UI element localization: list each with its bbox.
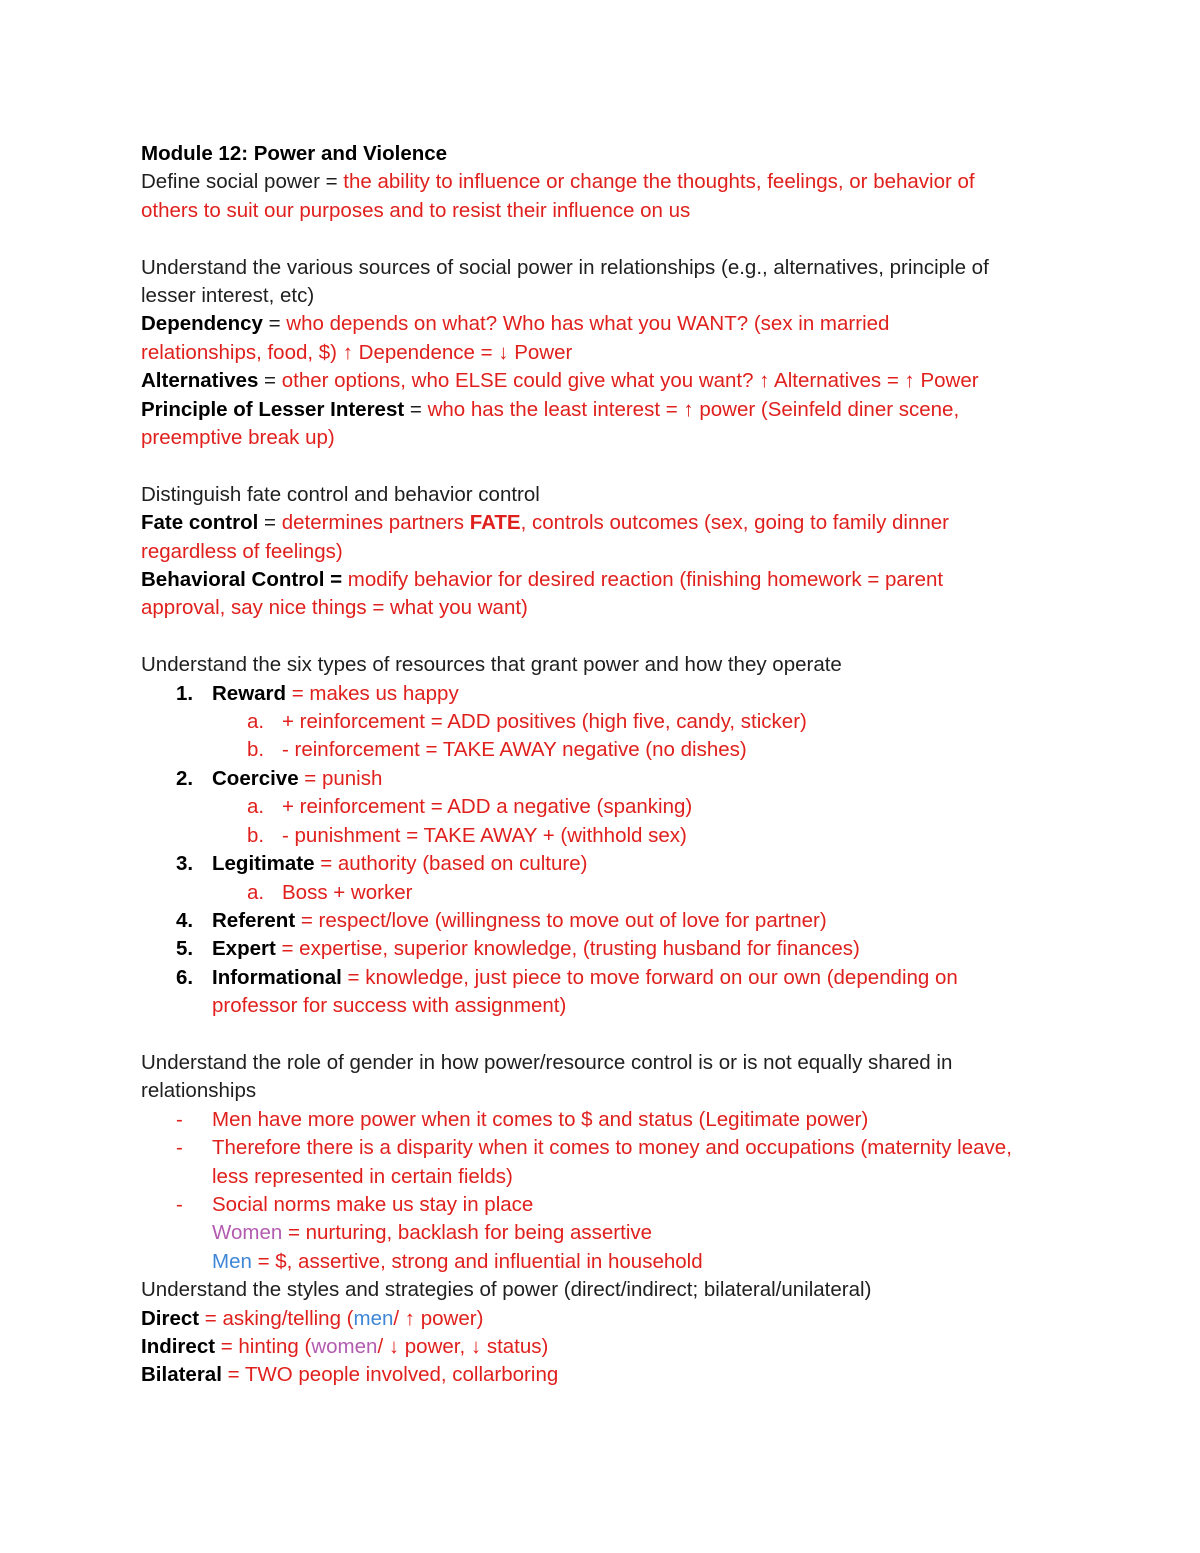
- sub-letter: a.: [247, 710, 265, 734]
- referent-term: Referent: [212, 908, 296, 932]
- social-power-label: Define social power =: [141, 170, 344, 194]
- informational-term: Informational: [212, 965, 342, 989]
- sub-text: - punishment = TAKE AWAY + (withhold sex): [282, 823, 687, 847]
- fate-emphasis: FATE: [469, 511, 521, 535]
- indirect-pre: = hinting (: [215, 1335, 312, 1358]
- sub-letter: a.: [247, 795, 265, 819]
- lesser-interest-text-2: preemptive break up): [141, 426, 335, 450]
- indirect-who: women: [311, 1335, 378, 1358]
- social-power-def-2: others to suit our purposes and to resist their influence on us: [141, 198, 691, 222]
- list-number: 4.: [176, 908, 194, 932]
- list-subitem: [141, 822, 1066, 850]
- dash-marker: -: [176, 1136, 183, 1160]
- reward-desc: = makes us happy: [286, 681, 459, 705]
- equals: =: [262, 312, 287, 336]
- list-subitem: [141, 793, 1066, 821]
- referent-desc: = respect/love (willingness to move out of love for partner): [295, 908, 827, 932]
- dash-marker: -: [176, 1107, 183, 1131]
- dash-marker: -: [176, 1192, 183, 1216]
- sub-text: + reinforcement = ADD positives (high five, candy, sticker): [282, 710, 807, 734]
- men-label: Men: [212, 1249, 252, 1273]
- bullet-text: Men have more power when it comes to $ and status (Legitimate power): [212, 1107, 869, 1131]
- men-text: = $, assertive, strong and influential in household: [251, 1249, 703, 1273]
- list-subitem: [141, 708, 1066, 736]
- social-power-def-1: the ability to influence or change the thoughts, feelings, or behavior of: [343, 170, 975, 194]
- page-title: Module 12: Power and Violence: [141, 142, 448, 165]
- gender-bullet: [141, 1106, 1066, 1134]
- coercive-term: Coercive: [212, 766, 299, 790]
- list-number: 2.: [176, 766, 194, 790]
- gender-bullet: [141, 1134, 1066, 1162]
- fate-control-pre: determines partners: [281, 511, 470, 535]
- equals: =: [404, 397, 428, 421]
- behavioral-control-text-1: modify behavior for desired reaction (finishing homework = parent: [342, 568, 944, 592]
- bilateral-text: = TWO people involved, collarboring: [221, 1363, 559, 1387]
- informational-desc: = knowledge, just piece to move forward on our own (depending on: [341, 965, 958, 989]
- list-number: 6.: [176, 965, 194, 989]
- direct-entry: [141, 1305, 1066, 1333]
- resources-list: [141, 680, 1066, 1021]
- direct-post: / ↑ power): [393, 1306, 484, 1330]
- coercive-desc: = punish: [298, 766, 383, 790]
- women-label: Women: [212, 1221, 283, 1245]
- list-item: [141, 964, 1066, 992]
- sources-heading-1: Understand the various sources of social power in relationships (e.g., alternatives, principle of: [141, 255, 989, 279]
- sources-heading-2: lesser interest, etc): [141, 284, 315, 308]
- styles-heading: Understand the styles and strategies of power (direct/indirect; bilateral/unilateral): [141, 1278, 872, 1302]
- women-norm: [141, 1219, 1066, 1247]
- bilateral-entry: [141, 1361, 1066, 1389]
- list-item: [141, 680, 1066, 708]
- dependency-text-2: relationships, food, $) ↑ Dependence = ↓ Power: [141, 340, 573, 364]
- bilateral-term: Bilateral: [141, 1363, 222, 1387]
- equals: =: [258, 511, 282, 535]
- legitimate-desc: = authority (based on culture): [314, 852, 588, 876]
- indirect-entry: [141, 1333, 1066, 1361]
- list-item: [141, 765, 1066, 793]
- direct-term: Direct: [141, 1306, 200, 1330]
- lesser-interest-text-1: who has the least interest = ↑ power (Seinfeld diner scene,: [427, 397, 960, 421]
- sub-text: + reinforcement = ADD a negative (spanking): [282, 795, 693, 819]
- alternatives-entry: [141, 367, 1066, 395]
- alternatives-text: other options, who ELSE could give what you want? ↑ Alternatives = ↑ Power: [281, 369, 979, 393]
- indirect-term: Indirect: [141, 1335, 216, 1358]
- gender-bullet: [141, 1191, 1066, 1219]
- lesser-interest-entry: [141, 396, 1066, 424]
- control-heading: Distinguish fate control and behavior control: [141, 482, 540, 506]
- indirect-post: / ↓ power, ↓ status): [377, 1335, 549, 1358]
- equals: =: [258, 369, 282, 393]
- fate-control-entry: [141, 509, 1066, 537]
- bullet-text-continued: less represented in certain fields): [212, 1164, 513, 1188]
- gender-heading-1: Understand the role of gender in how power/resource control is or is not equally shared in: [141, 1050, 953, 1074]
- men-norm: [141, 1248, 1066, 1276]
- social-power-definition: [141, 168, 1066, 196]
- bullet-text: Therefore there is a disparity when it comes to money and occupations (maternity leave,: [212, 1136, 1012, 1160]
- fate-control-text-2: regardless of feelings): [141, 539, 343, 563]
- list-number: 5.: [176, 937, 194, 961]
- list-number: 3.: [176, 852, 194, 876]
- women-text: = nurturing, backlash for being assertive: [282, 1221, 653, 1245]
- list-subitem: [141, 879, 1066, 907]
- sub-letter: b.: [247, 823, 265, 847]
- resources-heading: Understand the six types of resources that grant power and how they operate: [141, 653, 842, 677]
- dependency-text-1: who depends on what? Who has what you WANT? (sex in married: [286, 312, 890, 336]
- expert-desc: = expertise, superior knowledge, (trusting husband for finances): [275, 937, 860, 961]
- reward-term: Reward: [212, 681, 287, 705]
- behavioral-control-term: Behavioral Control =: [141, 568, 343, 592]
- sub-text: - reinforcement = TAKE AWAY negative (no dishes): [282, 738, 747, 762]
- behavioral-control-entry: [141, 566, 1066, 594]
- list-number: 1.: [176, 681, 194, 705]
- legitimate-term: Legitimate: [212, 852, 315, 876]
- fate-control-term: Fate control: [141, 511, 259, 535]
- gender-heading-2: relationships: [141, 1079, 257, 1103]
- direct-pre: = asking/telling (: [199, 1306, 354, 1330]
- list-item: [141, 850, 1066, 878]
- lesser-interest-term: Principle of Lesser Interest: [141, 397, 405, 421]
- sub-text: Boss + worker: [282, 880, 413, 904]
- sub-letter: a.: [247, 880, 265, 904]
- dependency-entry: [141, 310, 1066, 338]
- list-subitem: [141, 736, 1066, 764]
- behavioral-control-text-2: approval, say nice things = what you want): [141, 596, 528, 620]
- list-item: [141, 935, 1066, 963]
- bullet-text: Social norms make us stay in place: [212, 1192, 534, 1216]
- expert-term: Expert: [212, 937, 276, 961]
- document-page: [141, 140, 1066, 1390]
- list-item: [141, 907, 1066, 935]
- informational-desc-2: professor for success with assignment): [212, 994, 567, 1018]
- direct-who: men: [353, 1306, 394, 1330]
- fate-control-post: , controls outcomes (sex, going to family dinner: [520, 511, 950, 535]
- dependency-term: Dependency: [141, 312, 263, 336]
- alternatives-term: Alternatives: [141, 369, 259, 393]
- sub-letter: b.: [247, 738, 265, 762]
